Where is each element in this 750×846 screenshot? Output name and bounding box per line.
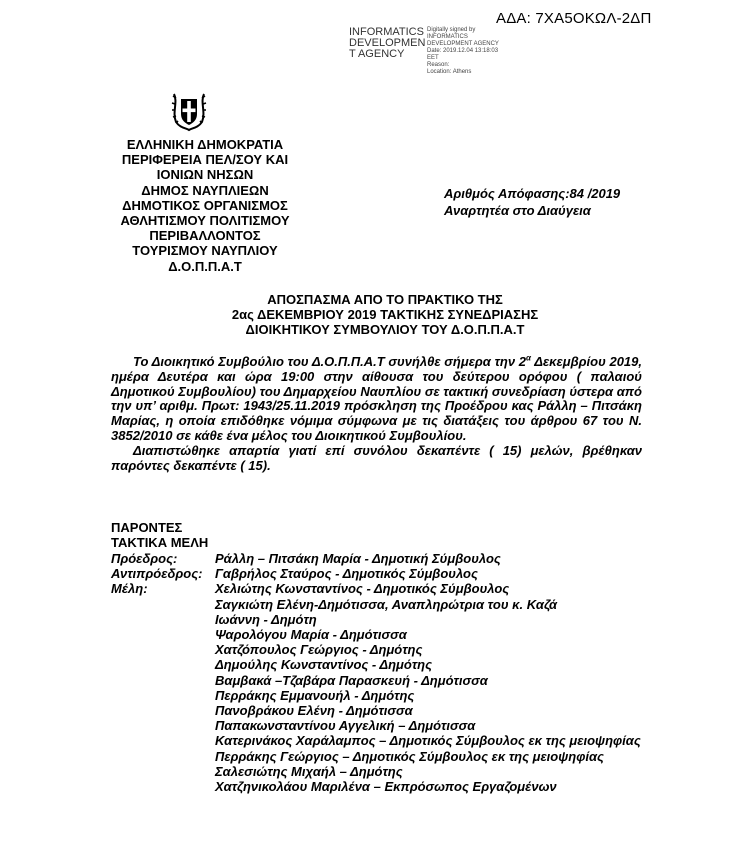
member-role xyxy=(111,597,215,612)
signature-detail-line: Location: Athens xyxy=(427,69,472,75)
member-role xyxy=(111,627,215,642)
member-row xyxy=(111,779,671,794)
present-heading-block xyxy=(111,520,208,550)
org-line: Δ.Ο.Π.Π.Α.Τ xyxy=(168,258,242,274)
organization-header xyxy=(100,137,310,274)
regular-members-heading: ΤΑΚΤΙΚΑ ΜΕΛΗ xyxy=(111,535,209,550)
decision-publish-note: Αναρτητέα στο Διαύγεια xyxy=(444,203,591,218)
signature-details xyxy=(427,27,499,76)
member-name: Χατζηνικολάου Μαριλένα – Εκπρόσωπος Εργαζομένων xyxy=(215,779,557,795)
signature-detail-line: DEVELOPMENT AGENCY xyxy=(427,41,499,47)
extract-title xyxy=(150,292,620,337)
signature-org-line: INFORMATICS xyxy=(349,26,424,38)
member-name: Περράκης Εμμανουήλ - Δημότης xyxy=(215,687,415,703)
signature-detail-line: Digitally signed by xyxy=(427,27,476,33)
member-name: Δημούλης Κωνσταντίνος - Δημότης xyxy=(215,657,432,673)
member-name: Γαβρήλος Σταύρος - Δημοτικός Σύμβουλος xyxy=(215,566,478,582)
signature-org-line: T AGENCY xyxy=(349,48,405,60)
org-line: ΤΟΥΡΙΣΜΟΥ ΝΑΥΠΛΙΟΥ xyxy=(132,243,278,259)
member-role xyxy=(111,718,215,733)
member-row xyxy=(111,688,671,703)
member-role xyxy=(111,703,215,718)
member-row xyxy=(111,642,671,657)
ordinal-suffix: α xyxy=(526,353,531,363)
org-line: ΠΕΡΙΦΕΡΕΙΑ ΠΕΛ/ΣΟΥ ΚΑΙ xyxy=(121,152,289,168)
meeting-paragraph-rest: Δεκεμβρίου 2019, ημέρα Δευτέρα και ώρα 19:00 στην αίθουσα του δεύτερου ορόφου ( παλαιού Δημοτικού Συμβουλίου) του Δημαρχείου Ναυπλίου σε τακτική συνεδρίαση ύστερα από την υπ’ αριθμ. Πρωτ: 1943/25.11.2019 πρόσκληση της Προέδρου κας Ράλλη – Πιτσάκη Μαρίας, η οποία επιδόθηκε νόμιμα σύμφωνα με τις διατάξεις του άρθρου 67 του Ν. 3852/2010 σε κάθε ένα μέλος του Διοικητικού Συμβουλίου. xyxy=(111,354,642,443)
extract-title-line: 2ας ΔΕΚΕΜΒΡΙΟΥ 2019 ΤΑΚΤΙΚΗΣ ΣΥΝΕΔΡΙΑΣΗΣ xyxy=(231,307,539,322)
org-line: ΑΘΛΗΤΙΣΜΟΥ ΠΟΛΙΤΙΣΜΟΥ xyxy=(120,213,290,229)
member-name: Χελιώτης Κωνσταντίνος - Δημοτικός Σύμβουλος xyxy=(215,581,510,597)
org-line: ΙΟΝΙΩΝ ΝΗΣΩΝ xyxy=(156,167,254,183)
member-role xyxy=(111,612,215,627)
meeting-paragraph xyxy=(111,355,642,444)
decision-number: Αριθμός Απόφασης:84 /2019 xyxy=(444,186,621,201)
member-row xyxy=(111,551,671,566)
org-line: ΕΛΛΗΝΙΚΗ ΔΗΜΟΚΡΑΤΙΑ xyxy=(126,137,284,152)
quorum-paragraph: Διαπιστώθηκε απαρτία γιατί επί συνόλου δεκαπέντε ( 15) μελών, βρέθηκαν παρόντες δεκαπέντε ( 15). xyxy=(111,442,642,473)
member-role xyxy=(111,779,215,794)
member-name: Ψαρολόγου Μαρία - Δημότισσα xyxy=(215,627,407,643)
member-name: Βαμβακά –Τζαβάρα Παρασκευή - Δημότισσα xyxy=(215,672,488,688)
signature-detail-line: EET xyxy=(427,55,439,61)
org-line: ΔΗΜΟΤΙΚΟΣ ΟΡΓΑΝΙΣΜΟΣ xyxy=(122,197,288,213)
member-name: Περράκης Γεώργιος – Δημοτικός Σύμβουλος εκ της μειοψηφίας xyxy=(215,748,604,764)
present-heading: ΠΑΡΟΝΤΕΣ xyxy=(111,520,183,535)
member-row xyxy=(111,764,671,779)
members-list xyxy=(111,551,671,794)
member-role xyxy=(111,764,215,779)
member-role xyxy=(111,733,215,748)
member-name: Χατζόπουλος Γεώργιος - Δημότης xyxy=(215,642,423,658)
member-role xyxy=(111,657,215,672)
member-name: Κατερινάκος Χαράλαμπος – Δημοτικός Σύμβουλος εκ της μειοψηφίας xyxy=(215,733,641,749)
signature-detail-line: INFORMATICS xyxy=(427,34,468,40)
member-role: Μέλη: xyxy=(111,581,148,597)
member-name: Σαγκιώτη Ελένη-Δημότισσα, Αναπληρώτρια του κ. Καζά xyxy=(215,596,558,612)
extract-title-line: ΑΠΟΣΠΑΣΜΑ ΑΠΟ ΤΟ ΠΡΑΚΤΙΚΟ ΤΗΣ xyxy=(267,292,503,307)
org-line: ΠΕΡΙΒΑΛΛΟΝΤΟΣ xyxy=(149,228,261,244)
org-line: ΔΗΜΟΣ ΝΑΥΠΛΙΕΩΝ xyxy=(141,182,269,198)
member-role xyxy=(111,749,215,764)
member-name: Ιωάννη - Δημότη xyxy=(215,611,317,627)
member-row xyxy=(111,581,671,596)
member-row xyxy=(111,657,671,672)
ada-code: ΑΔΑ: 7ΧΑ5ΟΚΩΛ-2ΔΠ xyxy=(496,10,652,27)
member-role xyxy=(111,673,215,688)
member-name: Πανοβράκου Ελένη - Δημότισσα xyxy=(215,703,413,719)
member-row xyxy=(111,733,671,748)
meeting-paragraph-start: Το Διοικητικό Συμβούλιο του Δ.Ο.Π.Π.Α.Τ συνήλθε σήμερα την 2 xyxy=(133,354,527,369)
member-row xyxy=(111,597,671,612)
member-role xyxy=(111,688,215,703)
member-row xyxy=(111,749,671,764)
decision-info xyxy=(444,185,620,219)
signature-detail-line: Date: 2019.12.04 13:18:03 xyxy=(427,48,499,54)
signature-org-line: DEVELOPMEN xyxy=(349,37,426,49)
member-row xyxy=(111,673,671,688)
minutes-body xyxy=(111,355,642,473)
member-name: Ράλλη – Πιτσάκη Μαρία - Δημοτική Σύμβουλος xyxy=(215,551,501,566)
member-row xyxy=(111,612,671,627)
member-row xyxy=(111,718,671,733)
signature-detail-line: Reason: xyxy=(427,62,450,68)
member-row xyxy=(111,703,671,718)
member-role: Αντιπρόεδρος: xyxy=(111,566,203,582)
member-role xyxy=(111,642,215,657)
member-name: Παπακωνσταντίνου Αγγελική – Δημότισσα xyxy=(215,718,476,734)
member-role: Πρόεδρος: xyxy=(111,551,178,566)
member-name: Σαλεσιώτης Μιχαήλ – Δημότης xyxy=(215,763,403,779)
member-row xyxy=(111,627,671,642)
greek-emblem-icon xyxy=(168,90,210,132)
signature-organization xyxy=(349,27,425,60)
extract-title-line: ΔΙΟΙΚΗΤΙΚΟΥ ΣΥΜΒΟΥΛΙΟΥ ΤΟΥ Δ.Ο.Π.Π.Α.Τ xyxy=(245,322,525,337)
member-row xyxy=(111,566,671,581)
